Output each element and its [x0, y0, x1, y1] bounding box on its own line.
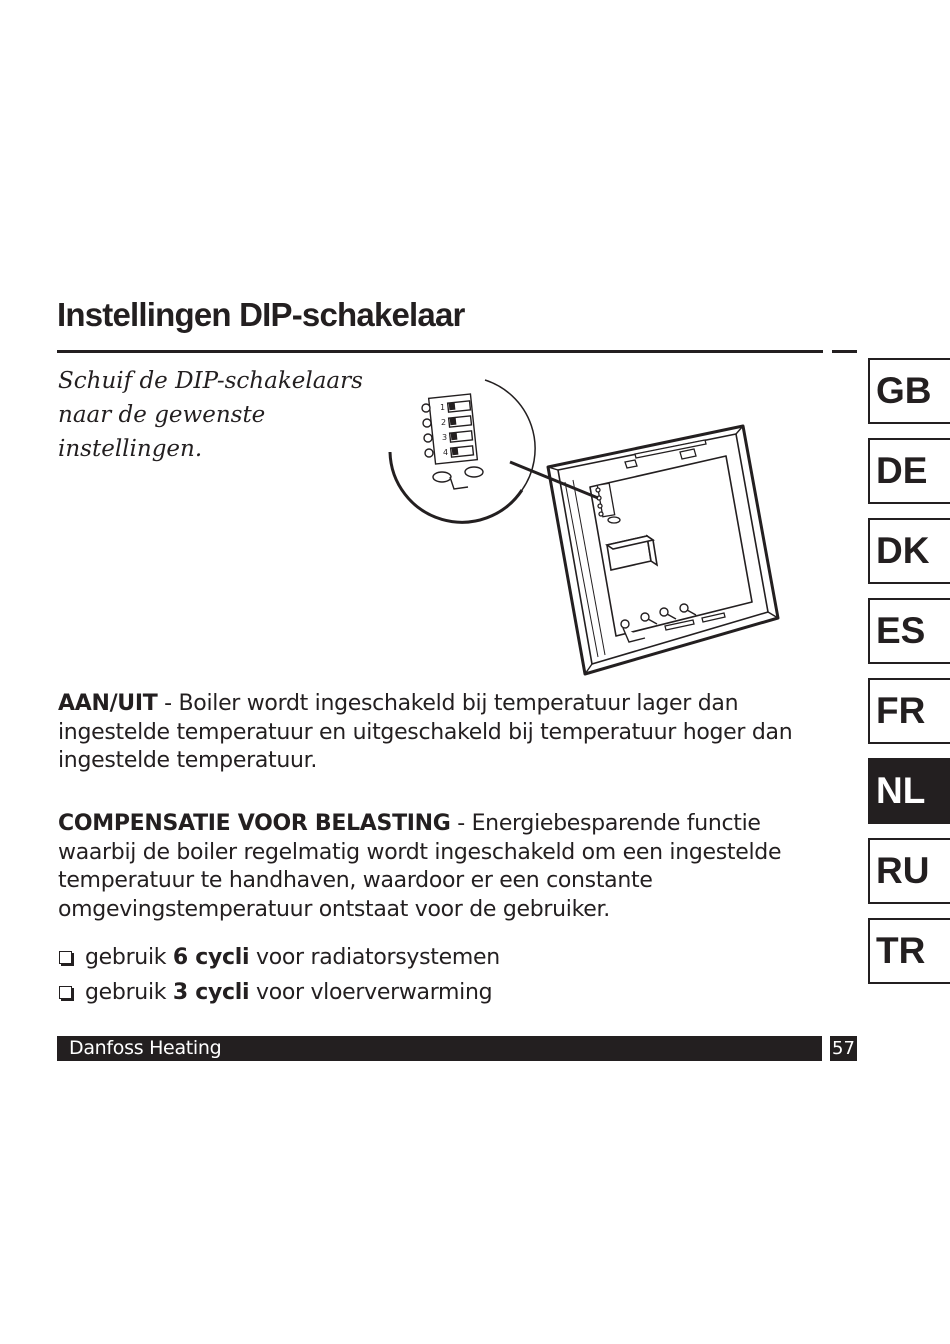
- list-item-text: [85, 940, 500, 975]
- intro-line: instellingen.: [58, 436, 203, 462]
- bullet-post: voor radiatorsystemen: [249, 945, 500, 970]
- footer-brand: Danfoss Heating: [69, 1037, 222, 1059]
- thermostat-backplate-illustration: [380, 372, 780, 682]
- checkbox-bullet-icon: [59, 986, 72, 999]
- list-item-text: [85, 975, 492, 1010]
- title-rule: [57, 350, 823, 353]
- bullet-bold: 6 cycli: [172, 945, 250, 970]
- on-off-term: AAN/UIT: [58, 691, 158, 716]
- tab-language-tr[interactable]: TR: [868, 918, 950, 984]
- intro-text: [58, 364, 378, 466]
- bullet-pre: gebruik: [85, 945, 173, 970]
- tab-language-dk[interactable]: DK: [868, 518, 950, 584]
- load-compensation-paragraph: [58, 810, 818, 925]
- dip-switch-zoomed: [422, 394, 483, 489]
- on-off-text: - Boiler wordt ingeschakeld bij temperatuur lager dan ingestelde temperatuur en uitgeschakeld bij temperatuur hoger dan ingestelde temperatuur.: [58, 691, 793, 774]
- list-item: [58, 940, 500, 975]
- dip-number: 4: [443, 448, 449, 457]
- tab-language-nl[interactable]: NL: [868, 758, 950, 824]
- tab-language-ru[interactable]: RU: [868, 838, 950, 904]
- on-off-paragraph: [58, 690, 818, 776]
- dip-number: 1: [440, 403, 446, 412]
- load-compensation-term: COMPENSATIE VOOR BELASTING: [58, 811, 451, 836]
- dip-number: 2: [441, 418, 447, 427]
- list-item: [58, 975, 500, 1010]
- load-compensation-text: - Energiebesparende functie waarbij de boiler regelmatig wordt ingeschakeld om een ingestelde temperatuur te handhaven, waardoor er een constante omgevingstemperatuur ontstaat voor de gebruiker.: [58, 811, 782, 923]
- footer-bar: [57, 1036, 822, 1061]
- tab-language-es[interactable]: ES: [868, 598, 950, 664]
- backplate-housing: [548, 426, 778, 674]
- bullet-bold: 3 cycli: [172, 980, 250, 1005]
- cycle-options-list: [58, 940, 500, 1010]
- checkbox-bullet-icon: [59, 951, 72, 964]
- tab-language-gb[interactable]: GB: [868, 358, 950, 424]
- intro-line: naar de gewenste: [58, 402, 266, 428]
- dip-number: 3: [442, 433, 448, 442]
- tab-language-fr[interactable]: FR: [868, 678, 950, 744]
- bullet-pre: gebruik: [85, 980, 173, 1005]
- bullet-post: voor vloerverwarming: [249, 980, 493, 1005]
- intro-line: Schuif de DIP-schakelaars: [58, 368, 363, 394]
- page-number: 57: [830, 1036, 857, 1061]
- title-rule-short: [832, 350, 857, 353]
- tab-language-de[interactable]: DE: [868, 438, 950, 504]
- page-title: Instellingen DIP-schakelaar: [57, 296, 465, 333]
